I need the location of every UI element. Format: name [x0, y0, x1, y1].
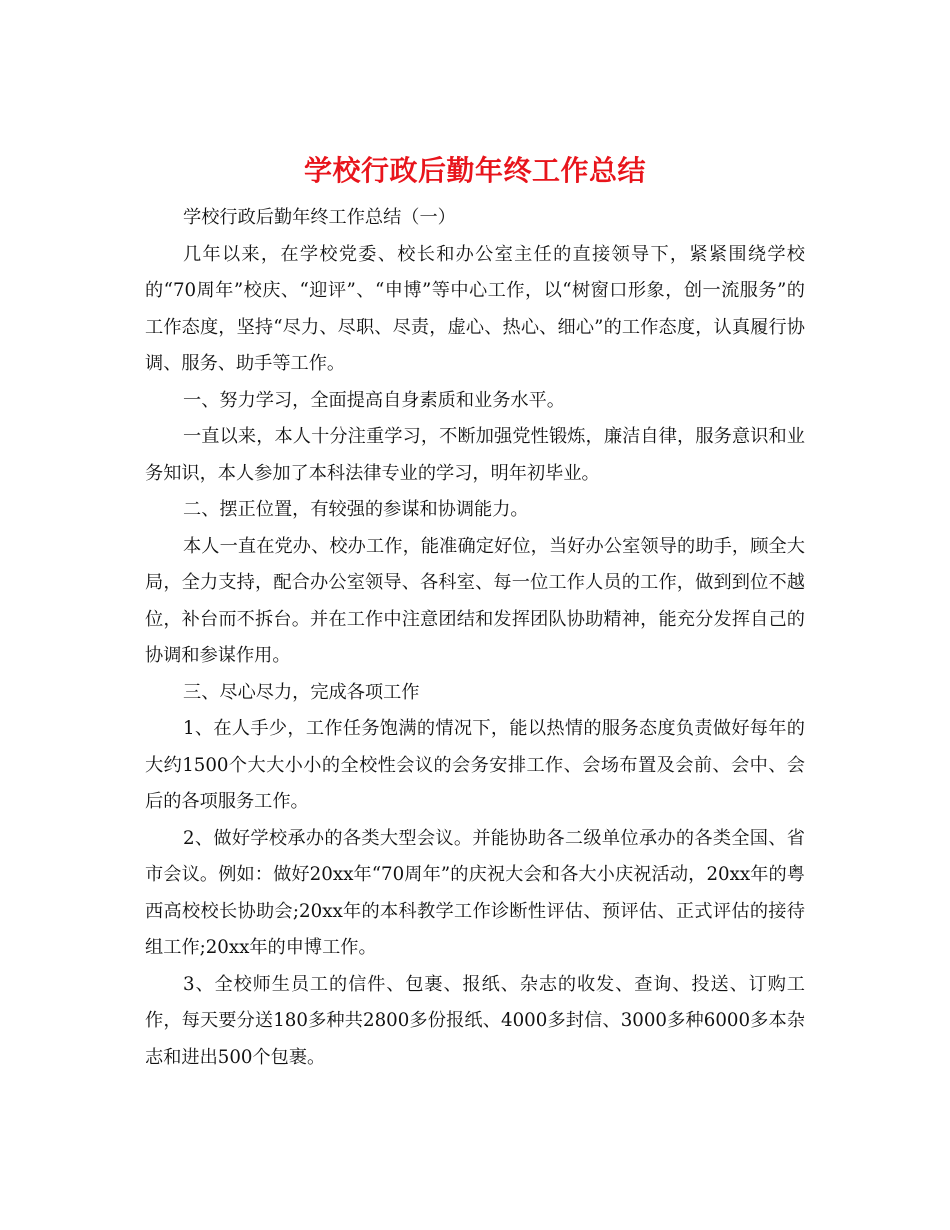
section-2-paragraph: 本人一直在党办、校办工作，能准确定好位，当好办公室领导的助手，顾全大局，全力支持，配合办公室领导、各科室、每一位工作人员的工作，做到到位不越位，补台而不拆台。并在工作中注意团结和发挥团队协助精神，能充分发挥自己的协调和参谋作用。 — [145, 535, 805, 666]
section-heading-2: 二、摆正位置，有较强的参谋和协调能力。 — [183, 499, 529, 520]
subtitle-paragraph: 学校行政后勤年终工作总结（一） — [183, 207, 456, 228]
section-3-item-3: 3、全校师生员工的信件、包裹、报纸、杂志的收发、查询、投送、订购工作，每天要分送180多种共2800多份报纸、4000多封信、3000多种6000多本杂志和进出500个包裹。 — [145, 973, 805, 1068]
section-heading-1: 一、努力学习，全面提高自身素质和业务水平。 — [183, 389, 565, 411]
document-title: 学校行政后勤年终工作总结 — [303, 153, 646, 187]
intro-paragraph: 几年以来，在学校党委、校长和办公室主任的直接领导下，紧紧围绕学校的“70周年”校庆、“迎评”、“申博”等中心工作，以“树窗口形象，创一流服务”的工作态度，坚持“尽力、尽职、尽责，虚心、热心、细心”的工作态度，认真履行协调、服务、助手等工作。 — [145, 243, 805, 374]
section-1-paragraph: 一直以来，本人十分注重学习，不断加强党性锻炼，廉洁自律，服务意识和业务知识，本人参加了本科法律专业的学习，明年初毕业。 — [145, 426, 805, 484]
section-3-item-1: 1、在人手少，工作任务饱满的情况下，能以热情的服务态度负责做好每年的大约1500个大大小小的全校性会议的会务安排工作、会场布置及会前、会中、会后的各项服务工作。 — [145, 718, 805, 812]
section-heading-3: 三、尽心尽力，完成各项工作 — [183, 681, 420, 703]
section-3-item-2: 2、做好学校承办的各类大型会议。并能协助各二级单位承办的各类全国、省市会议。例如：做好20xx年“70周年”的庆祝大会和各大小庆祝活动，20xx年的粤西高校校长协助会;20xx年的本科教学工作诊断性评估、预评估、正式评估的接待组工作;20xx年的申博工作。 — [145, 827, 805, 958]
document-body — [145, 200, 805, 1076]
